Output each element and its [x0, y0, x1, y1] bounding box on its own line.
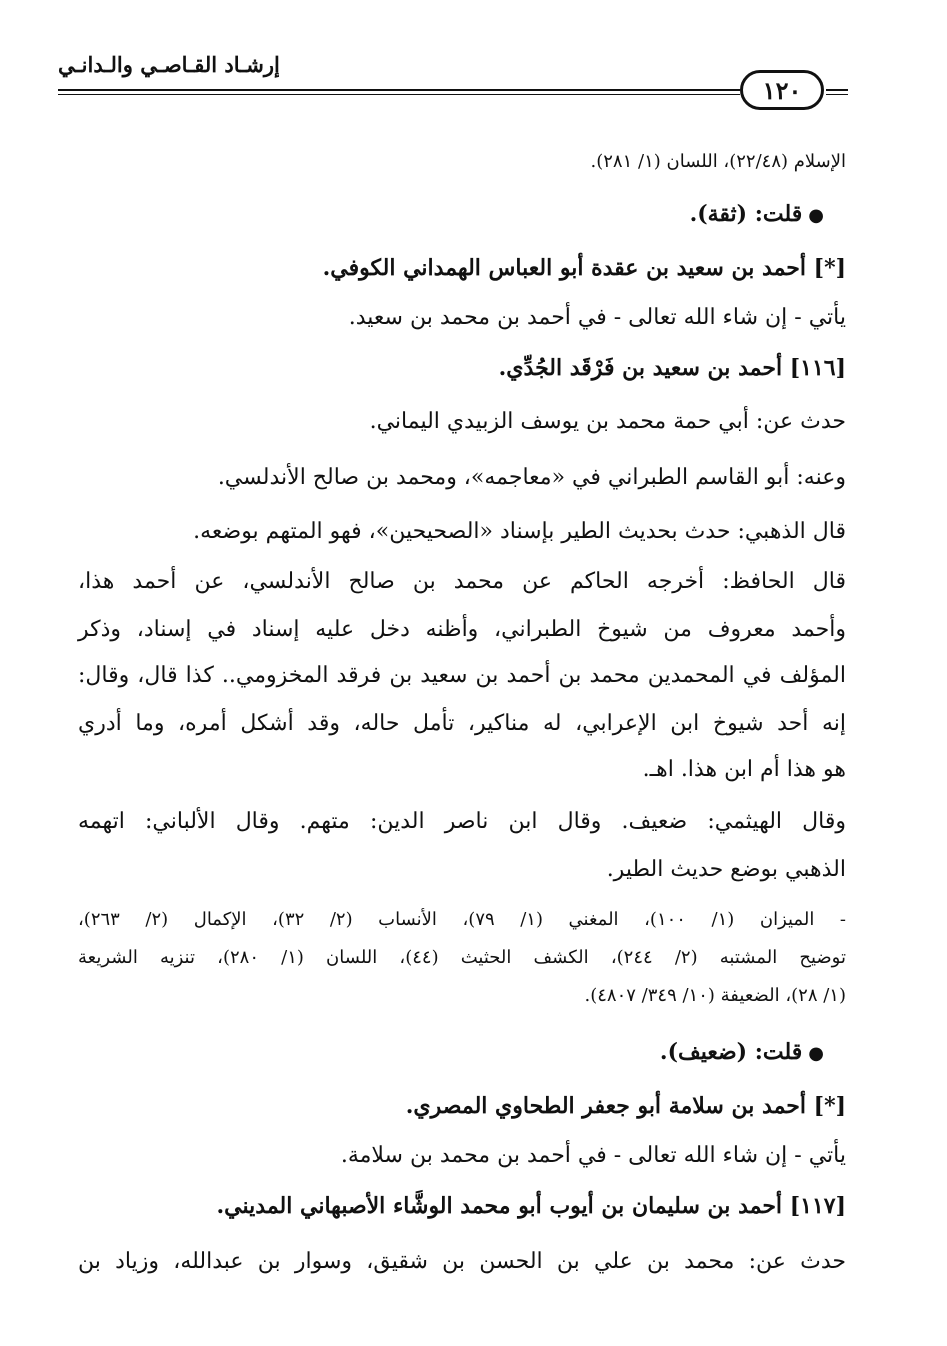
text-line: الإسلام (٢٢/٤٨)، اللسان (١/ ٢٨١). [590, 151, 846, 172]
text-line: هو هذا أم ابن هذا. اهـ. [642, 757, 846, 782]
text-line: يأتي - إن شاء الله تعالى - في أحمد بن محمد بن سعيد. [348, 305, 846, 330]
verdict-line [690, 198, 824, 232]
text-line: قال الحافظ: أخرجه الحاكم عن محمد بن صالح الأندلسي، عن أحمد هذا، [78, 569, 846, 594]
text-line: المؤلف في المحمدين محمد بن أحمد بن سعيد بن فرقد المخزومي.. كذا قال، وقال: [78, 663, 846, 688]
source-line: توضيح المشتبه (٢/ ٢٤٤)، الكشف الحثيث (٤٤)، اللسان (١/ ٢٨٠)، تنزيه الشريعة [78, 947, 846, 968]
bullet-icon: ● [808, 1043, 824, 1064]
running-header-title: إرشـاد القـاصـي والـدانـي [58, 52, 280, 77]
source-line: (١/ ٢٨)، الضعيفة (١٠/ ٣٤٩/ ٤٨٠٧). [584, 985, 846, 1006]
text-line: وعنه: أبو القاسم الطبراني في «معاجمه»، ومحمد بن صالح الأندلسي. [217, 465, 846, 490]
entry-heading: [*] أحمد بن سلامة أبو جعفر الطحاوي المصري. [405, 1093, 846, 1119]
text-line: الذهبي بوضع حديث الطير. [606, 857, 846, 882]
text-line: وأحمد معروف من شيوخ الطبراني، وأظنه دخل عليه إسناد في إسناد، وذكر [78, 617, 846, 642]
text-line: حدث عن: أبي حمة محمد بن يوسف الزبيدي اليماني. [369, 409, 846, 434]
text-line: وقال الهيثمي: ضعيف. وقال ابن ناصر الدين: متهم. وقال الألباني: اتهمه [78, 809, 846, 834]
header-rule-right [826, 89, 848, 95]
source-line: - الميزان (١/ ١٠٠)، المغني (١/ ٧٩)، الأنساب (٢/ ٣٢)، الإكمال (٢/ ٢٦٣)، [78, 909, 846, 930]
verdict-text: قلت: (ضعيف). [659, 1039, 803, 1065]
bullet-icon: ● [808, 205, 824, 226]
page-number: ١٢٠ [740, 70, 824, 110]
entry-heading: [*] أحمد بن سعيد بن عقدة أبو العباس الهمداني الكوفي. [322, 255, 846, 281]
text-line: يأتي - إن شاء الله تعالى - في أحمد بن محمد بن سلامة. [340, 1143, 846, 1168]
verdict-text: قلت: (ثقة). [689, 201, 803, 227]
text-line: قال الذهبي: حدث بحديث الطير بإسناد «الصحيحين»، فهو المتهم بوضعه. [193, 519, 846, 544]
entry-heading: [١١٧] أحمد بن سليمان بن أيوب أبو محمد الوشَّاء الأصبهاني المديني. [216, 1193, 846, 1219]
text-line: حدث عن: محمد بن علي بن الحسن بن شقيق، وسوار بن عبدالله، وزياد بن [78, 1249, 846, 1274]
verdict-line [660, 1036, 824, 1070]
entry-heading: [١١٦] أحمد بن سعيد بن فَرْقَد الجُدِّي. [498, 355, 846, 381]
header-rule [58, 89, 740, 95]
text-line: إنه أحد شيوخ ابن الإعرابي، له مناكير، تأمل حاله، وقد أشكل أمره، وما أدري [78, 711, 846, 736]
